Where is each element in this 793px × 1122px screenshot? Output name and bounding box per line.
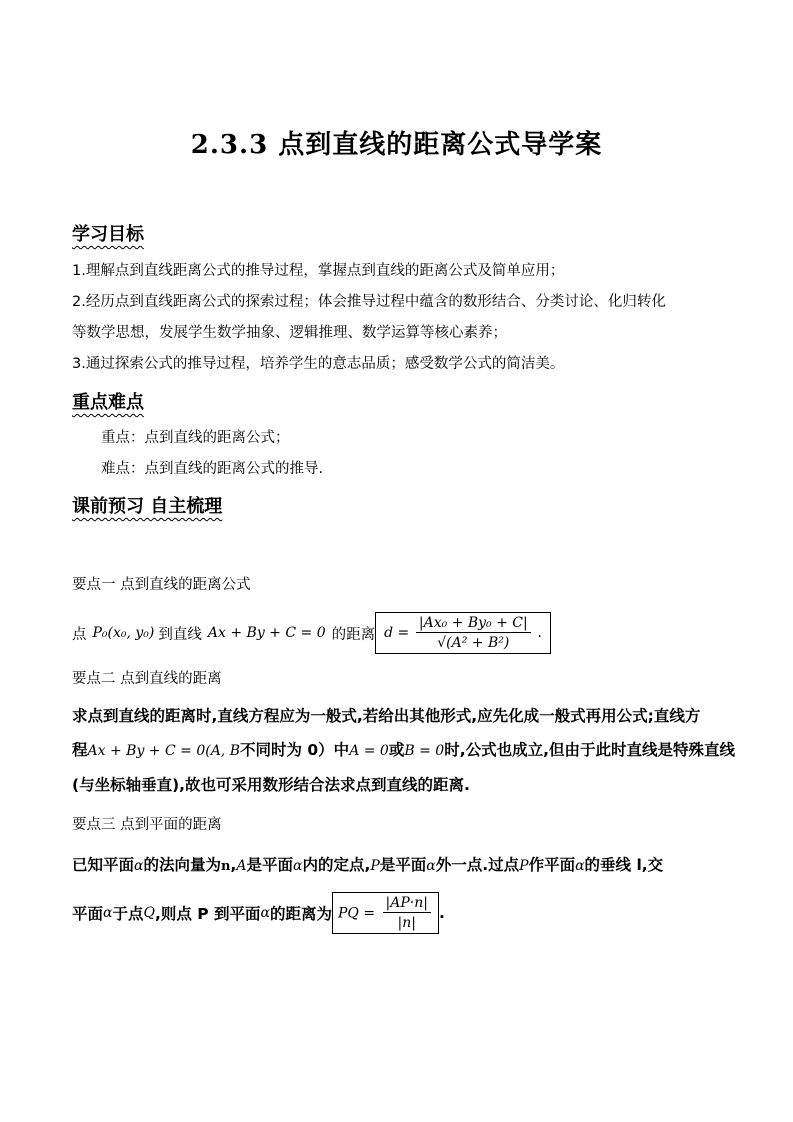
t-draw-plane: 作平面 xyxy=(528,856,576,874)
distance-formula-box xyxy=(375,612,551,654)
formula-denominator: √(A² + B²) xyxy=(437,635,510,651)
plane-formula-fraction xyxy=(383,895,431,931)
formula-end: . xyxy=(537,625,542,641)
t-distance-is: 的距离为 xyxy=(270,905,333,923)
key-point: 重点：点到直线的距离公式； xyxy=(101,430,290,446)
math-general-form: Ax + By + C = 0(A, B xyxy=(87,743,240,759)
m-alpha-1: α xyxy=(134,858,144,874)
m-n: n xyxy=(221,859,231,874)
m-alpha-5: α xyxy=(103,905,113,921)
point-three-text-2 xyxy=(72,892,445,934)
goal-item-2-cont: 等数学思想，发展学生数学抽象、逻辑推理、数学运算等核心素养； xyxy=(72,325,507,341)
section-heading-preview: 课前预习 自主梳理 xyxy=(72,496,223,517)
t-at-point: 于点 xyxy=(112,905,144,923)
plane-formula-end: . xyxy=(438,904,445,922)
t-is-plane-2: 是平面 xyxy=(379,856,427,874)
goal-item-1: 1.理解点到直线距离公式的推导过程，掌握点到直线的距离公式及简单应用； xyxy=(72,263,565,279)
text-or: 或 xyxy=(388,741,405,759)
text-point: 点 xyxy=(72,626,87,643)
m-alpha-2: α xyxy=(292,858,303,874)
plane-formula-numerator: |AP·n| xyxy=(383,895,431,913)
difficulty-point: 难点：点到直线的距离公式的推导. xyxy=(101,461,324,477)
text-distance: 的距离 xyxy=(331,626,376,643)
t-then-point: ,则点 P 到平面 xyxy=(154,905,261,923)
plane-formula-denominator: |n| xyxy=(397,915,416,931)
section-heading-key: 重点难点 xyxy=(72,392,144,413)
m-Q: Q xyxy=(143,905,155,921)
m-alpha-6: α xyxy=(260,905,270,921)
text-not-both-zero: 不同时为 0）中 xyxy=(240,741,350,759)
m-alpha-3: α xyxy=(426,858,436,874)
t-known-plane: 已知平面 xyxy=(72,856,135,874)
t-normal-vector: 的法向量为 xyxy=(143,856,221,874)
plane-distance-formula-box xyxy=(332,892,439,934)
plane-formula-lhs: PQ = xyxy=(338,905,376,922)
point-p0: P₀(x₀, y₀) xyxy=(92,625,155,641)
goal-item-3: 3.通过探索公式的推导过程，培养学生的意志品质；感受数学公式的简洁美。 xyxy=(72,356,565,372)
m-P-1: P xyxy=(370,858,380,874)
line-equation: Ax + By + C = 0 xyxy=(207,625,326,641)
text-formula-valid: 时,公式也成立,但由于此时直线是特殊直线 xyxy=(444,741,735,759)
text-cheng: 程 xyxy=(72,741,88,759)
point-three-heading: 要点三 点到平面的距离 xyxy=(72,817,222,833)
t-outside-point: 外一点.过点 xyxy=(435,856,520,874)
goal-item-2: 2.经历点到直线距离公式的探索过程；体会推导过程中蕴含的数形结合、分类讨论、化归转化 xyxy=(72,294,666,310)
point-one-heading: 要点一 点到直线的距离公式 xyxy=(72,577,251,593)
t-comma: , xyxy=(230,856,237,874)
point-two-text-2 xyxy=(72,738,735,760)
math-b-zero: B = 0 xyxy=(404,743,445,759)
m-alpha-4: α xyxy=(575,858,585,874)
t-plane: 平面 xyxy=(72,905,104,923)
m-A: A xyxy=(236,858,247,874)
formula-fraction xyxy=(416,615,531,651)
point-three-text-1 xyxy=(72,853,663,875)
point-one-formula-line xyxy=(72,612,551,654)
point-two-text-1: 求点到直线的距离时,直线方程应为一般式,若给出其他形式,应先化成一般式再用公式;直线方 xyxy=(72,707,701,725)
formula-lhs: d = xyxy=(384,625,410,641)
t-perpendicular: 的垂线 l,交 xyxy=(584,856,664,874)
point-two-heading: 要点二 点到直线的距离 xyxy=(72,671,222,687)
t-fixed-point: 内的定点, xyxy=(302,856,371,874)
t-is-plane: 是平面 xyxy=(246,856,293,874)
document-title: 2.3.3 点到直线的距离公式导学案 xyxy=(190,130,603,160)
text-to-line: 到直线 xyxy=(158,626,202,643)
point-two-text-3: (与坐标轴垂直),故也可采用数形结合法求点到直线的距离. xyxy=(72,776,470,794)
m-P-2: P xyxy=(519,858,529,874)
math-a-zero: A = 0 xyxy=(349,743,389,759)
formula-numerator: |Ax₀ + By₀ + C| xyxy=(416,615,531,633)
section-heading-goals: 学习目标 xyxy=(72,224,144,245)
